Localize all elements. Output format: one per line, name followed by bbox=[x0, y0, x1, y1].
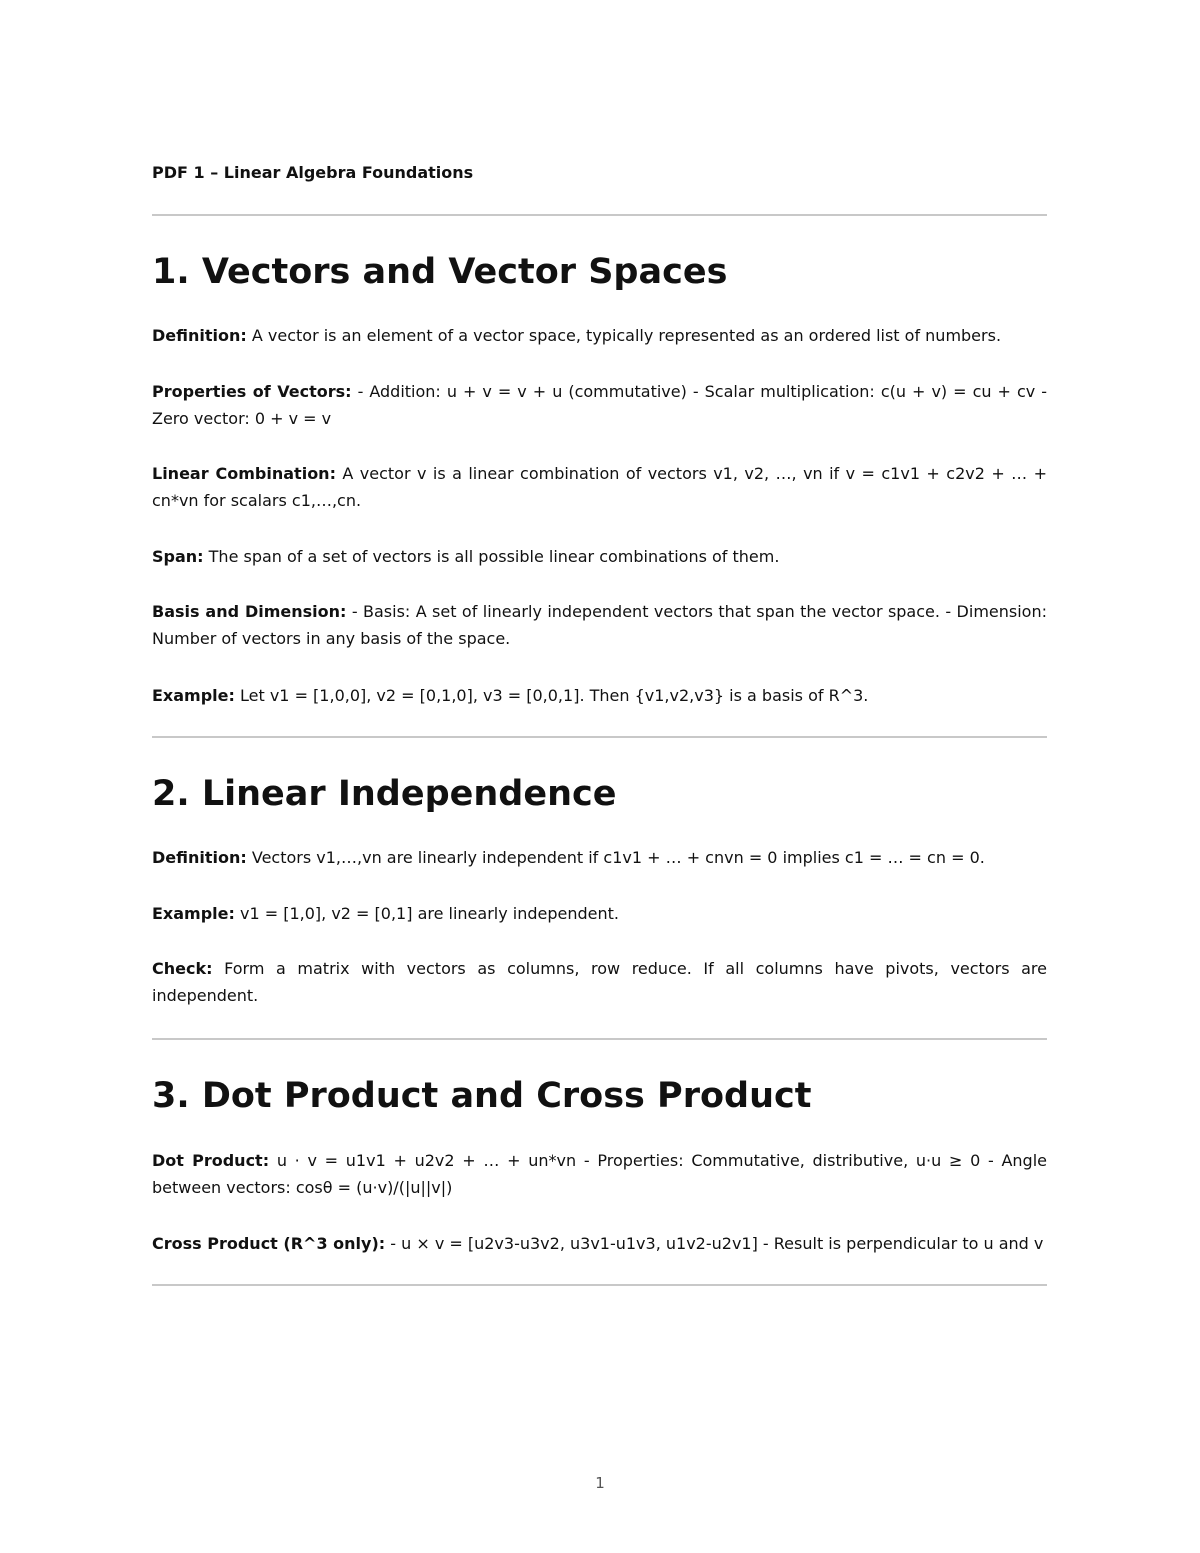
paragraph-label: Linear Combination: bbox=[152, 464, 336, 483]
paragraph-text: The span of a set of vectors is all possible linear combinations of them. bbox=[203, 547, 780, 566]
paragraph-label: Basis and Dimension: bbox=[152, 602, 347, 621]
divider bbox=[152, 1038, 1047, 1040]
paragraph-text: Let v1 = [1,0,0], v2 = [0,1,0], v3 = [0,0,1]. Then {v1,v2,v3} is a basis of R^3. bbox=[234, 686, 869, 705]
paragraph-label: Check: bbox=[152, 959, 213, 978]
paragraph-text: Form a matrix with vectors as columns, row reduce. If all columns have pivots, vectors are independent. bbox=[152, 959, 1047, 1005]
paragraph-text: u · v = u1v1 + u2v2 + … + un*vn - Properties: Commutative, distributive, u·u ≥ 0 - Angle between vectors: cosθ = (u·v)/(|u||v|) bbox=[152, 1151, 1047, 1197]
paragraph-definition bbox=[152, 322, 1047, 349]
paragraph-label: Properties of Vectors: bbox=[152, 382, 352, 401]
paragraph-text: Vectors v1,…,vn are linearly independent if c1v1 + … + cnvn = 0 implies c1 = … = cn = 0. bbox=[246, 848, 985, 867]
paragraph-text: - u × v = [u2v3-u3v2, u3v1-u1v3, u1v2-u2v1] - Result is perpendicular to u and v bbox=[385, 1234, 1044, 1253]
paragraph-linear-combination bbox=[152, 460, 1047, 514]
paragraph-cross-product bbox=[152, 1230, 1047, 1257]
paragraph-text: v1 = [1,0], v2 = [0,1] are linearly independent. bbox=[234, 904, 620, 923]
section-linear-independence bbox=[152, 772, 1047, 816]
paragraph-label: Example: bbox=[152, 904, 235, 923]
divider bbox=[152, 214, 1047, 216]
section-heading: 3. Dot Product and Cross Product bbox=[152, 1076, 812, 1116]
section-heading: 1. Vectors and Vector Spaces bbox=[152, 252, 728, 292]
document-title: PDF 1 – Linear Algebra Foundations bbox=[152, 163, 474, 182]
section-heading: 2. Linear Independence bbox=[152, 774, 617, 814]
paragraph-span bbox=[152, 543, 1047, 570]
paragraph-text: A vector v is a linear combination of vectors v1, v2, …, vn if v = c1v1 + c2v2 + … + cn*vn for scalars c1,…,cn. bbox=[152, 464, 1048, 510]
divider bbox=[152, 1284, 1047, 1286]
paragraph-label: Cross Product (R^3 only): bbox=[152, 1234, 386, 1253]
section-vectors bbox=[152, 250, 1047, 294]
paragraph-basis bbox=[152, 598, 1047, 652]
divider bbox=[152, 736, 1047, 738]
paragraph-example bbox=[152, 682, 1047, 709]
paragraph-label: Definition: bbox=[152, 848, 247, 867]
section-dot-cross-product bbox=[152, 1074, 1047, 1118]
paragraph-example bbox=[152, 900, 1047, 927]
paragraph-properties bbox=[152, 378, 1047, 432]
paragraph-label: Dot Product: bbox=[152, 1151, 270, 1170]
paragraph-label: Definition: bbox=[152, 326, 247, 345]
paragraph-check bbox=[152, 955, 1047, 1009]
paragraph-text: - Addition: u + v = v + u (commutative) - Scalar multiplication: c(u + v) = cu + cv - Zero vector: 0 + v = v bbox=[152, 382, 1047, 428]
paragraph-label: Span: bbox=[152, 547, 204, 566]
paragraph-text: - Basis: A set of linearly independent vectors that span the vector space. - Dimension: Number of vectors in any basis of the space. bbox=[152, 602, 1047, 648]
paragraph-label: Example: bbox=[152, 686, 235, 705]
paragraph-dot-product bbox=[152, 1147, 1047, 1201]
paragraph-definition bbox=[152, 844, 1047, 871]
page-number: 1 bbox=[595, 1474, 605, 1492]
paragraph-text: A vector is an element of a vector space, typically represented as an ordered list of numbers. bbox=[246, 326, 1002, 345]
